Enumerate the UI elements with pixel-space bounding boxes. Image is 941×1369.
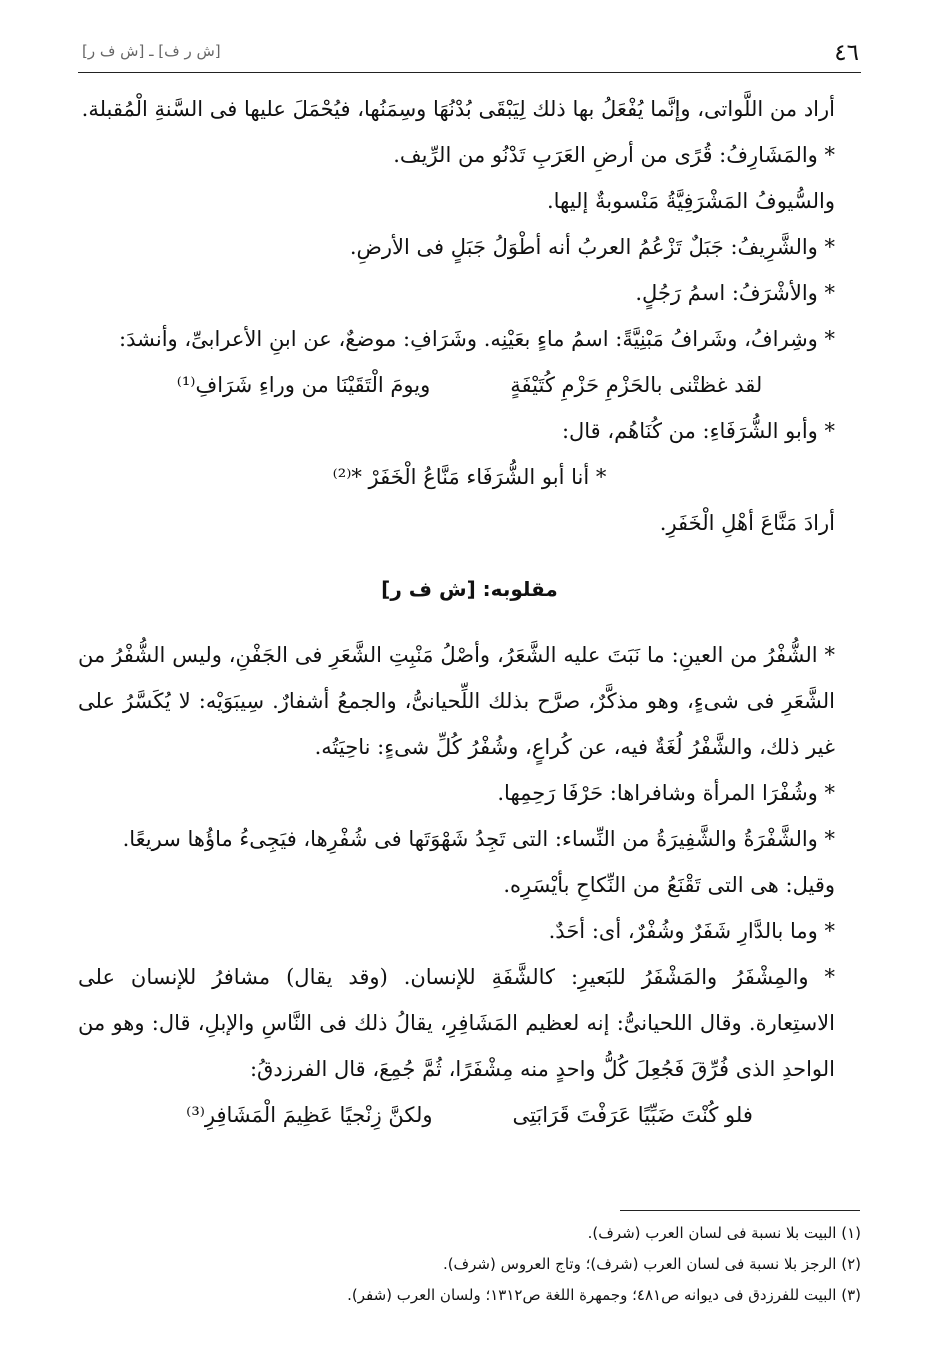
paragraph-shafra: * والشَّفْرَةُ والشَّفِيرَةُ من النِّساء: التى تَجِدُ شَهْوَتَها فى شُفْرِها، فيَجِىءُ ماؤُها سريعًا. [122,827,835,851]
verse-1-first-hemistich: لقد غظتْنى بالحَزْمِ حَزْمِ كُتَيْفَةٍ [510,373,763,397]
section-heading: مقلوبه: [ش ف ر] [381,577,558,601]
page-header [78,38,861,73]
verse-3-second-hemistich: ولكنَّ زِنْجيًا عَظِيمَ الْمَشَافِرِ⁽³⁾ [186,1103,433,1127]
paragraph-sharif: * والشَّرِيفُ: جَبَلٌ تَزْعُمُ العربُ أنه أطْوَلُ جَبَلٍ فى الأرضِ. [349,235,835,259]
running-head: [ش ر ف] ـ [ش ف ر] [82,42,221,60]
paragraph-ashraf: * والأشْرَفُ: اسمُ رَجُلٍ. [635,281,835,305]
verse-1-second-hemistich: ويومَ الْتَقَيْنَا من وراءِ شَرَافِ⁽¹⁾ [176,373,431,397]
verse-3-first-hemistich: فلو كُنْتَ ضَبِّيًا عَرَفْتَ قَرَابَتِى [512,1103,753,1127]
paragraph-mishfar: * والمِشْفَرُ والمَشْفَرُ للبَعيرِ: كالشَّفَةِ للإنسان. (وقد يقال) مشافرُ للإنسان على الاستِعارة. وقال اللحيانىُّ: إنه لعظيم المَشَافِرِ، يقالُ ذلك فى النَّاسِ والإبلِ، قال: وهو من الواحدِ الذى فُرِّقَ فَجُعِلَ كُلُّ واحدٍ منه مِشْفَرًا، ثُمَّ جُمِعَ، قال الفرزدقُ: [78,965,835,1081]
verse-2-rajaz: * أنا أبو الشُّرَفَاء مَنَّاعُ الْخَفَرْ *⁽²⁾ [332,465,607,489]
footnote-2: (٢) الرجز بلا نسبة فى لسان العرب (شرف)؛ وتاج العروس (شرف). [442,1255,861,1273]
footnote-divider [620,1210,860,1211]
verse-3 [78,1092,861,1138]
paragraph-shufr: * الشُّفْرُ من العينِ: ما نَبَتَ عليه الشَّعَرُ، وأصْلُ مَنْبِتِ الشَّعَرِ فى الجَفْنِ، وليس الشُّفْرُ من الشَّعَرِ فى شىءٍ، وهو مذكَّرٌ، صرَّح بذلك اللِّحيانىُّ، والجمعُ أشفارٌ. سِيبَوَيْه: لا يُكَسَّرُ على غير ذلك، والشَّفْرُ لُغَةٌ فيه، عن كُراعٍ، وشُفْرُ كُلِّ شىءٍ: ناحِيَتُه. [78,643,835,759]
verse-1 [78,362,861,408]
paragraph-1: أراد من اللَّواتى، وإنَّما يُفْعَلُ بها ذلك لِيَبْقَى بُدْنُهَا وسِمَنُها، فيُحْمَلَ عليها فى السَّنةِ الْمُقبلة. [81,97,835,121]
footnotes [78,1218,861,1311]
paragraph-suyuf: والسُّيوفُ المَشْرَفِيَّةُ مَنْسوبةٌ إليها. [546,189,835,213]
paragraph-shiraf: * وشِرافُ، وشَرافُ مَبْنِيَّةً: اسمُ ماءٍ بعَيْنِه. وشَرَافِ: موضعٌ، عن ابنِ الأعرابىِّ، وأنشدَ: [119,327,835,351]
page-number: ٤٦ [834,40,859,66]
paragraph-manna: أرادَ مَنَّاعَ أهْلِ الْخَفَرِ. [659,511,835,535]
paragraph-abu-shurafa: * وأبو الشُّرَفَاءِ: من كُنَاهُم، قال: [561,419,835,443]
paragraph-mashaarif: * والمَشَارِفُ: قُرًى من أرضِ العَرَبِ تَدْنُو من الرِّيف. [393,143,835,167]
body-text [78,86,861,1138]
footnote-1: (١) البيت بلا نسبة فى لسان العرب (شرف). [587,1224,861,1242]
paragraph-bi-ddar: * وما بالدَّارِ شَفَرٌ وشُفْرٌ، أى: أحَدٌ. [548,919,835,943]
paragraph-qila: وقيل: هى التى تَقْنَعُ من النِّكاحِ بأيْسَرِه. [503,873,835,897]
footnote-3: (٣) البيت للفرزدق فى ديوانه ص٤٨١؛ وجمهرة اللغة ص١٣١٢؛ ولسان العرب (شفر). [347,1286,861,1304]
paragraph-shufra: * وشُفْرَا المرأة وشافراها: حَرْفَا رَحِمِها. [497,781,835,805]
